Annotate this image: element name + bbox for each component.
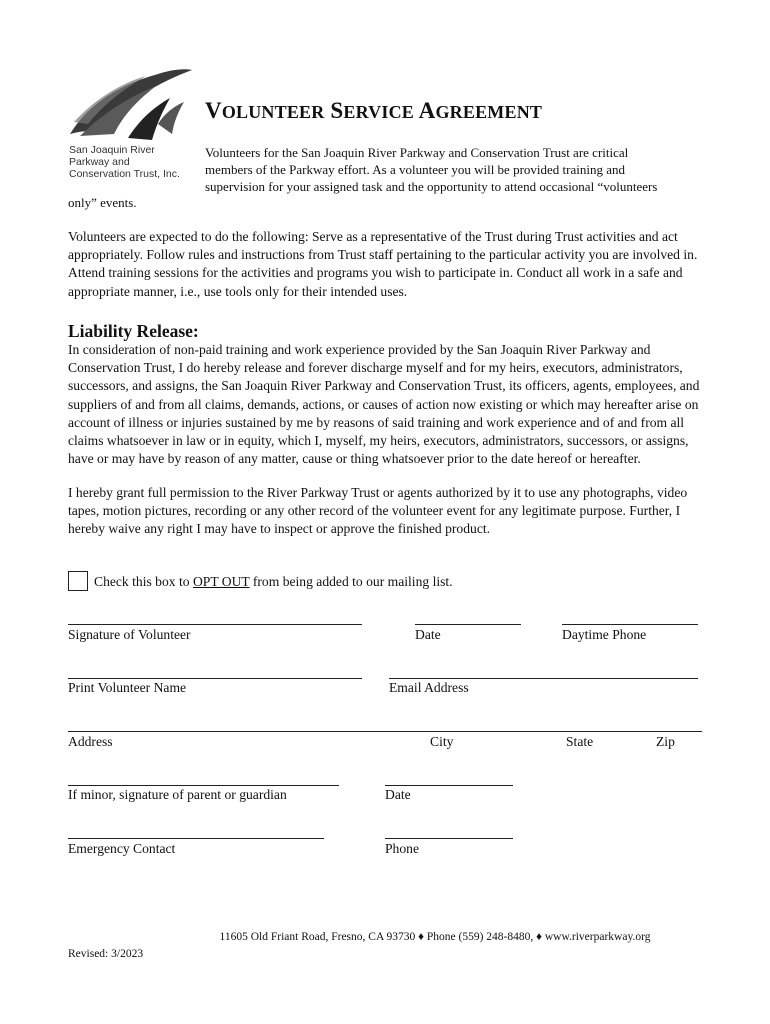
- date-label: Date: [415, 627, 441, 642]
- permission-paragraph: I hereby grant full permission to the River Parkway Trust or agents authorized by it to use any photographs, video tapes, motion pictures, recording or any other record of the volunteer event for any legitimate purpose. Further, I hereby waive any right I may have to inspect or approve the finished product.: [68, 485, 688, 537]
- org-name: [69, 144, 180, 180]
- emergency-phone-label: Phone: [385, 841, 419, 856]
- title-word: ERVICE: [343, 102, 414, 122]
- email-line[interactable]: [389, 678, 698, 679]
- city-label: City: [430, 734, 454, 749]
- guardian-signature-line[interactable]: [68, 785, 339, 786]
- guardian-date-line[interactable]: [385, 785, 513, 786]
- emergency-phone-line[interactable]: [385, 838, 513, 839]
- daytime-phone-line[interactable]: [562, 624, 698, 625]
- org-name-line: Parkway and: [69, 156, 130, 168]
- date-line[interactable]: [415, 624, 521, 625]
- address-line[interactable]: [68, 731, 702, 732]
- expectations-paragraph: Volunteers are expected to do the following: Serve as a representative of the Trust during Trust activities and act appropriately. Follow rules and instructions from Trust staff pertaining to the particular activity you are involved in. Attend training sessions for the activities and programs you wish to participate in. Conduct all work in a safe and appropriate manner, i.e., use tools only for their intended uses.: [68, 229, 698, 299]
- title-letter: S: [330, 98, 344, 123]
- signature-line[interactable]: [68, 624, 362, 625]
- emergency-contact-label: Emergency Contact: [68, 841, 176, 856]
- revision-date: Revised: 3/2023: [68, 948, 144, 960]
- liability-paragraph: In consideration of non-paid training and work experience provided by the San Joaquin River Parkway and Conservation Trust, I do hereby release and forever discharge myself and for my heirs, executors, administrators, successors, and assigns, the San Joaquin River Parkway and Conservation Trust, its officers, agents, employees, and suppliers of and from all claims, demands, actions, or causes of action now existing or which may hereafter arise on account of illness or injuries sustained by me by reasons of said training and work experience and of and from all claims whatsoever in law or in equity, which I, myself, my heirs, executors, administrators, successors, or assigns, have or may have by reason of any matter, cause or thing whatsoever prior to the date hereof or hereafter.: [68, 342, 700, 467]
- org-name-line: San Joaquin River: [69, 144, 155, 156]
- title-letter: V: [205, 98, 222, 123]
- optout-row: [68, 571, 453, 591]
- guardian-label: If minor, signature of parent or guardian: [68, 787, 287, 802]
- liability-heading: Liability Release:: [68, 321, 199, 341]
- title-letter: A: [418, 98, 436, 123]
- footer-address: 11605 Old Friant Road, Fresno, CA 93730 ♦ Phone (559) 248-8480, ♦ www.riverparkway.org: [219, 931, 651, 943]
- title-word: OLUNTEER: [221, 102, 325, 122]
- address-label: Address: [68, 734, 113, 749]
- document-title: [205, 98, 542, 124]
- org-logo: [66, 64, 196, 144]
- emergency-contact-line[interactable]: [68, 838, 324, 839]
- optout-emphasis: OPT OUT: [192, 574, 250, 589]
- intro-paragraph: Volunteers for the San Joaquin River Parkway and Conservation Trust are critical members of the Parkway effort. As a volunteer you will be provided training and supervision for your assigned task and the opportunity to attend occasional “volunteers: [205, 145, 658, 195]
- guardian-date-label: Date: [385, 787, 411, 802]
- intro-paragraph-tail: only” events.: [68, 195, 137, 210]
- state-label: State: [566, 734, 594, 749]
- email-label: Email Address: [389, 680, 469, 695]
- signature-label: Signature of Volunteer: [68, 627, 191, 642]
- daytime-phone-label: Daytime Phone: [562, 627, 647, 642]
- title-word: GREEMENT: [435, 102, 543, 122]
- optout-text-after: from being added to our mailing list.: [249, 574, 453, 589]
- org-name-line: Conservation Trust, Inc.: [69, 168, 180, 180]
- optout-text-before: Check this box to: [94, 574, 193, 589]
- print-name-label: Print Volunteer Name: [68, 680, 187, 695]
- print-name-line[interactable]: [68, 678, 362, 679]
- zip-label: Zip: [656, 734, 675, 749]
- optout-checkbox[interactable]: [68, 571, 88, 591]
